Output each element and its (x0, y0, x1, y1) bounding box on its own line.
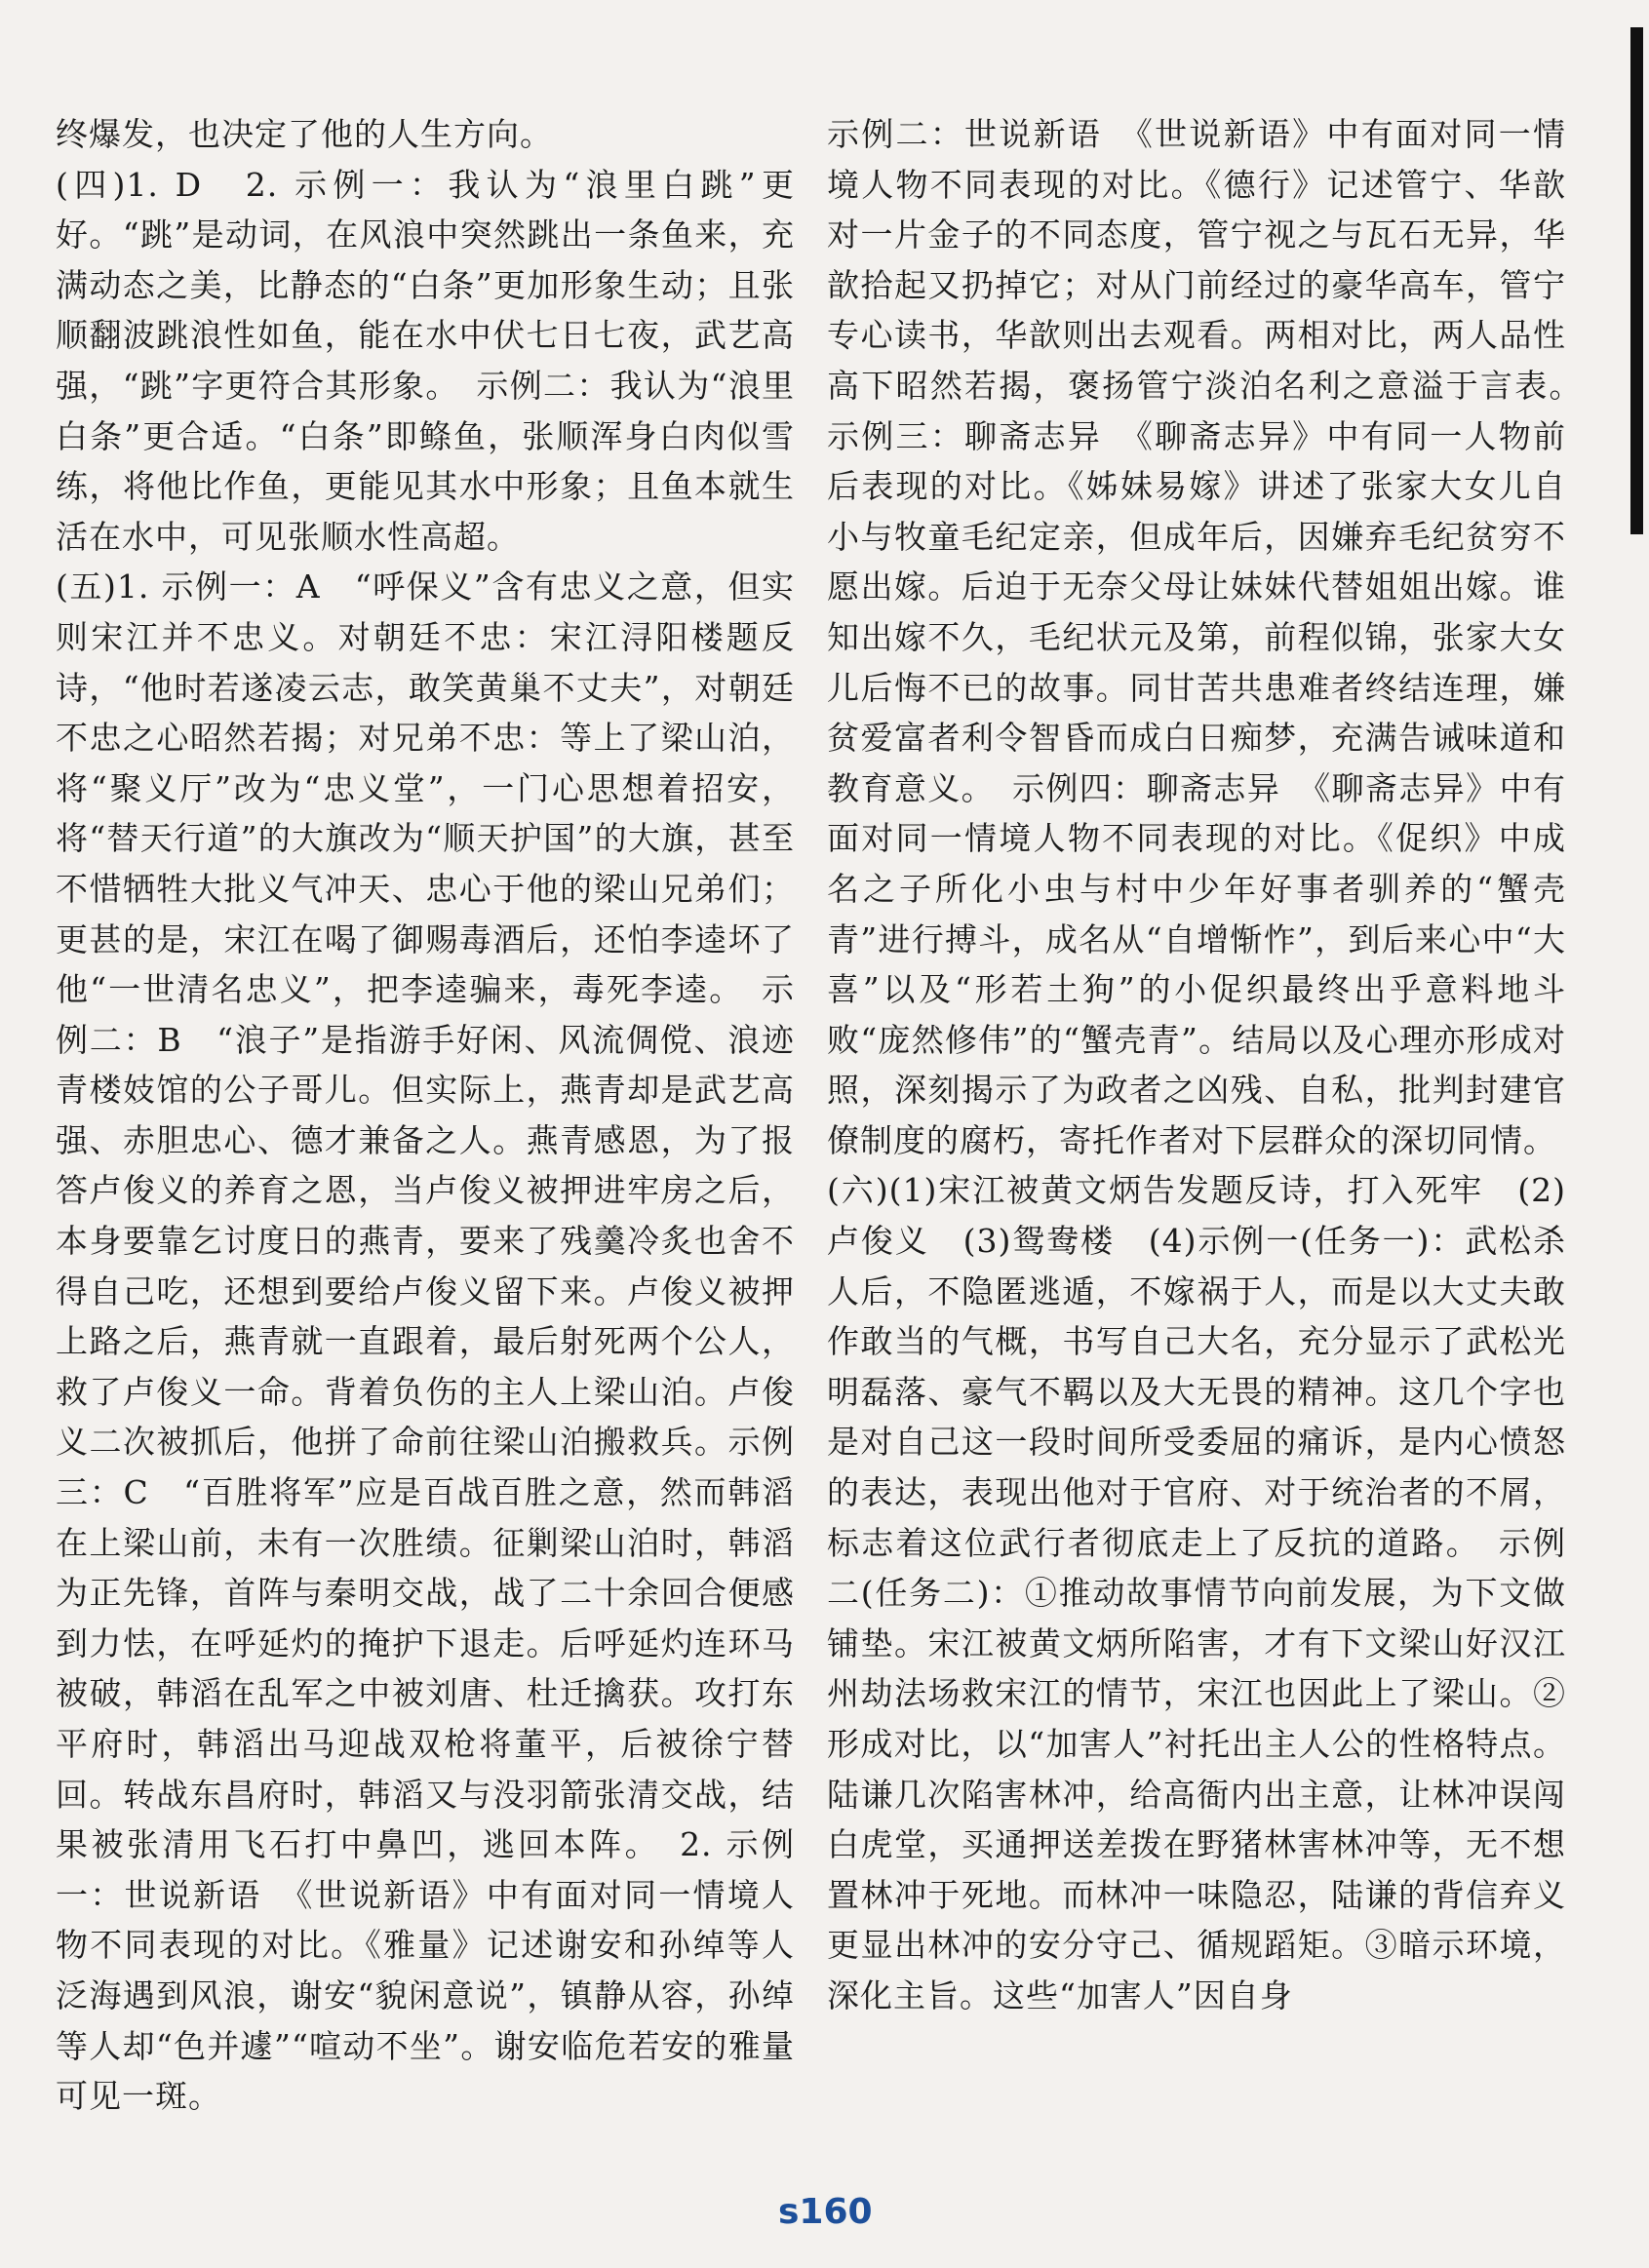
paragraph-section-6: (六)(1)宋江被黄文炳告发题反诗，打入死牢 (2)卢俊义 (3)鸳鸯楼 (4)示例一(任务一)：武松杀人后，不隐匿逃遁，不嫁祸于人，而是以大丈夫敢作敢当的气概，书写自己大名，充分显示了武松光明磊落、豪气不羁以及大无畏的精神。这几个字也是对自己这一段时间所受委屈的痛诉，是内心愤怒的表达，表现出他对于官府、对于统治者的不屑，标志着这位武行者彻底走上了反抗的道路。 示例二(任务二)：①推动故事情节向前发展，为下文做铺垫。宋江被黄文炳所陷害，才有下文梁山好汉江州劫法场救宋江的情节，宋江也因此上了梁山。②形成对比，以“加害人”衬托出主人公的性格特点。陆谦几次陷害林冲，给高衙内出主意，让林冲误闯白虎堂，买通押送差拨在野猪林害林冲等，无不想置林冲于死地。而林冲一味隐忍，陆谦的背信弃义更显出林冲的安分守己、循规蹈矩。③暗示环境，深化主旨。这些“加害人”因自身 (827, 1171, 1566, 2014)
paragraph: 终爆发，也决定了他的人生方向。 (56, 115, 553, 153)
right-column (827, 109, 1599, 2021)
page-edge-bar (1630, 27, 1643, 534)
paragraph: 示例二：世说新语 《世说新语》中有面对同一情境人物不同表现的对比。《德行》记述管宁、华歆对一片金子的不同态度，管宁视之与瓦石无异，华歆拾起又扔掉它；对从门前经过的豪华高车，管宁专心读书，华歆则出去观看。两相对比，两人品性高下昭然若揭，褒扬管宁淡泊名利之意溢于言表。 示例三：聊斋志异 《聊斋志异》中有同一人物前后表现的对比。《姊妹易嫁》讲述了张家大女儿自小与牧童毛纪定亲，但成年后，因嫌弃毛纪贫穷不愿出嫁。后迫于无奈父母让妹妹代替姐姐出嫁。谁知出嫁不久，毛纪状元及第，前程似锦，张家大女儿后悔不已的故事。同甘苦共患难者终结连理，嫌贫爱富者利令智昏而成白日痴梦，充满告诫味道和教育意义。 示例四：聊斋志异 《聊斋志异》中有面对同一情境人物不同表现的对比。《促织》中成名之子所化小虫与村中少年好事者驯养的“蟹壳青”进行搏斗，成名从“自增惭怍”，到后来心中“大喜”以及“形若土狗”的小促织最终出乎意料地斗败“庞然修伟”的“蟹壳青”。结局以及心理亦形成对照，深刻揭示了为政者之凶残、自私，批判封建官僚制度的腐朽，寄托作者对下层群众的深切同情。 (827, 115, 1599, 1159)
left-column (56, 109, 795, 2122)
page-number: s160 (778, 2192, 873, 2232)
paragraph-section-5: (五)1. 示例一：A “呼保义”含有忠义之意，但实则宋江并不忠义。对朝廷不忠：宋江浔阳楼题反诗，“他时若遂凌云志，敢笑黄巢不丈夫”，对朝廷不忠之心昭然若揭；对兄弟不忠：等上了梁山泊，将“聚义厅”改为“忠义堂”，一门心思想着招安，将“替天行道”的大旗改为“顺天护国”的大旗，甚至不惜牺牲大批义气冲天、忠心于他的梁山兄弟们；更甚的是，宋江在喝了御赐毒酒后，还怕李逵坏了他“一世清名忠义”，把李逵骗来，毒死李逵。 示例二：B “浪子”是指游手好闲、风流倜傥、浪迹青楼妓馆的公子哥儿。但实际上，燕青却是武艺高强、赤胆忠心、德才兼备之人。燕青感恩，为了报答卢俊义的养育之恩，当卢俊义被押进牢房之后，本身要靠乞讨度日的燕青，要来了残羹冷炙也舍不得自己吃，还想到要给卢俊义留下来。卢俊义被押上路之后，燕青就一直跟着，最后射死两个公人，救了卢俊义一命。背着负伤的主人上梁山泊。卢俊义二次被抓后，他拼了命前往梁山泊搬救兵。示例三：C “百胜将军”应是百战百胜之意，然而韩滔在上梁山前，未有一次胜绩。征剿梁山泊时，韩滔为正先锋，首阵与秦明交战，战了二十余回合便感到力怯，在呼延灼的掩护下退走。后呼延灼连环马被破，韩滔在乱军之中被刘唐、杜迁擒获。攻打东平府时，韩滔出马迎战双枪将董平，后被徐宁替回。转战东昌府时，韩滔又与没羽箭张清交战，结果被张清用飞石打中鼻凹，逃回本阵。 2. 示例一：世说新语 《世说新语》中有面对同一情境人物不同表现的对比。《雅量》记述谢安和孙绰等人泛海遇到风浪，谢安“貌闲意说”，镇静从容，孙绰等人却“色并遽”“喧动不坐”。谢安临危若安的雅量可见一斑。 (56, 567, 795, 2116)
paragraph-section-4: (四)1. D 2. 示例一：我认为“浪里白跳”更好。“跳”是动词，在风浪中突然跳出一条鱼来，充满动态之美，比静态的“白条”更加形象生动；且张顺翻波跳浪性如鱼，能在水中伏七日七夜，武艺高强，“跳”字更符合其形象。 示例二：我认为“浪里白条”更合适。“白条”即鲦鱼，张顺浑身白肉似雪练，将他比作鱼，更能见其水中形象；且鱼本就生活在水中，可见张顺水性高超。 (56, 165, 795, 556)
